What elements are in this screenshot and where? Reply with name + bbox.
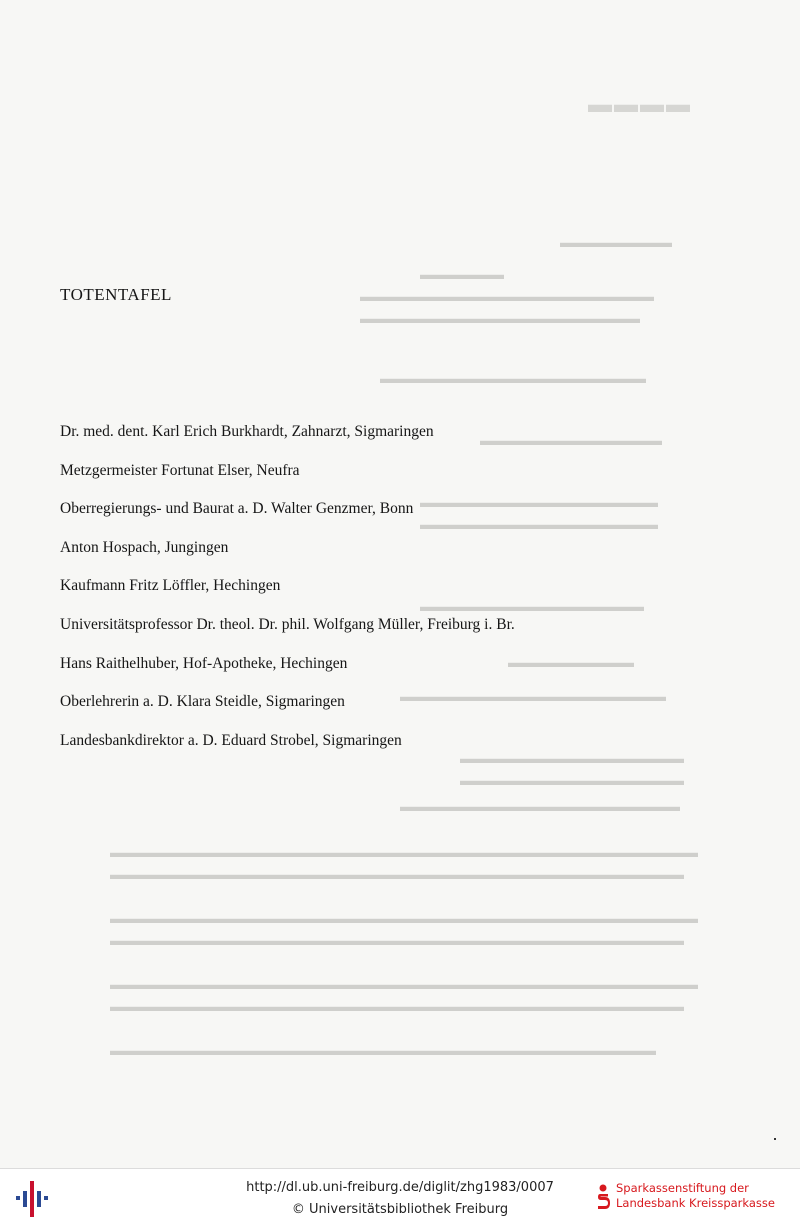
list-item: Anton Hospach, Jungingen <box>60 538 229 556</box>
bleed-through-line: ▬▬▬▬▬▬▬▬▬▬▬▬▬▬▬▬▬▬▬▬▬▬▬▬▬▬▬▬▬▬▬▬▬▬▬▬▬▬▬▬▬▬ <box>110 846 698 861</box>
list-item: Universitätsprofessor Dr. theol. Dr. phil. Wolfgang Müller, Freiburg i. Br. <box>60 615 515 633</box>
bleed-through-heading: ▬▬▬▬ <box>588 92 692 118</box>
list-item: Hans Raithelhuber, Hof-Apotheke, Hechingen <box>60 654 348 672</box>
bleed-through-line: ▬▬▬▬▬▬▬▬ <box>560 236 672 251</box>
bleed-through-line: ▬▬▬▬▬▬▬▬▬▬▬▬▬▬▬▬▬▬▬▬▬▬▬▬▬▬▬▬▬▬▬▬▬▬▬▬▬▬▬▬▬ <box>110 1000 684 1015</box>
bleed-through-line: ▬▬▬▬▬▬▬▬▬▬▬▬▬▬▬▬▬▬▬ <box>380 372 646 387</box>
bleed-through-line: ▬▬▬▬▬▬▬▬▬▬▬▬▬▬▬▬▬ <box>420 518 658 533</box>
bleed-through-line: ▬▬▬▬▬▬▬▬▬▬▬▬▬▬▬▬▬▬▬▬▬▬▬▬▬▬▬▬▬▬▬▬▬▬▬▬▬▬▬▬▬▬ <box>110 978 698 993</box>
bleed-through-line: ▬▬▬▬▬▬▬▬▬▬▬▬▬▬▬▬ <box>460 774 684 789</box>
permalink-url[interactable]: http://dl.ub.uni-freiburg.de/diglit/zhg1983/0007 <box>246 1180 554 1195</box>
list-item: Landesbankdirektor a. D. Eduard Strobel, Sigmaringen <box>60 731 402 749</box>
list-item: Oberregierungs- und Baurat a. D. Walter Genzmer, Bonn <box>60 500 414 518</box>
bleed-through-line: ▬▬▬▬▬▬▬▬▬▬▬▬▬▬▬▬ <box>460 752 684 767</box>
sparkasse-s-icon <box>596 1183 610 1215</box>
speck-mark <box>774 1138 776 1140</box>
bleed-through-line: ▬▬▬▬▬▬▬▬▬▬▬▬▬ <box>480 434 662 449</box>
death-notice-list <box>60 422 515 769</box>
list-item: Oberlehrerin a. D. Klara Steidle, Sigmaringen <box>60 693 345 711</box>
bleed-through-line: ▬▬▬▬▬▬▬▬▬▬▬▬▬▬▬▬▬▬▬▬▬▬▬▬▬▬▬▬▬▬▬▬▬▬▬▬▬▬▬▬▬▬ <box>110 912 698 927</box>
sponsor-name <box>616 1181 775 1211</box>
list-item: Kaufmann Fritz Löffler, Hechingen <box>60 577 281 595</box>
bleed-through-line: ▬▬▬▬▬▬▬▬▬▬▬▬▬▬▬▬▬▬▬▬▬▬▬▬▬▬▬▬▬▬▬▬▬▬▬▬▬▬▬▬▬ <box>110 868 684 883</box>
bleed-through-line: ▬▬▬▬▬▬▬▬▬▬▬▬▬▬▬▬ <box>420 600 644 615</box>
copyright-notice: © Universitätsbibliothek Freiburg <box>291 1202 509 1217</box>
sponsor-line-2: Landesbank Kreissparkasse <box>616 1196 775 1210</box>
bleed-through-line: ▬▬▬▬▬▬▬▬▬▬▬▬▬▬▬▬▬▬▬▬▬ <box>360 290 654 305</box>
list-item: Metzgermeister Fortunat Elser, Neufra <box>60 461 300 479</box>
bleed-through-line: ▬▬▬▬▬▬▬▬▬▬▬▬▬▬▬▬▬▬▬▬ <box>360 312 640 327</box>
viewer-footer <box>0 1168 800 1227</box>
sponsor-line-1: Sparkassenstiftung der <box>616 1181 749 1195</box>
bleed-through-line: ▬▬▬▬▬▬ <box>420 268 504 283</box>
bleed-through-line: ▬▬▬▬▬▬▬▬▬▬▬▬▬▬▬▬▬▬▬▬▬▬▬▬▬▬▬▬▬▬▬▬▬▬▬▬▬▬▬ <box>110 1044 656 1059</box>
bleed-through-line: ▬▬▬▬▬▬▬▬▬▬▬▬▬▬▬▬▬▬▬▬ <box>400 800 680 815</box>
bleed-through-line: ▬▬▬▬▬▬▬▬▬▬▬▬▬▬▬▬▬ <box>420 496 658 511</box>
list-item: Dr. med. dent. Karl Erich Burkhardt, Zahnarzt, Sigmaringen <box>60 423 434 440</box>
sponsor-logo[interactable] <box>596 1181 796 1221</box>
page-title: TOTENTAFEL <box>60 285 172 304</box>
bleed-through-line: ▬▬▬▬▬▬▬▬▬▬▬▬▬▬▬▬▬▬▬ <box>400 690 666 705</box>
bleed-through-line: ▬▬▬▬▬▬▬▬▬ <box>508 656 634 671</box>
bleed-through-line: ▬▬▬▬▬▬▬▬▬▬▬▬▬▬▬▬▬▬▬▬▬▬▬▬▬▬▬▬▬▬▬▬▬▬▬▬▬▬▬▬▬ <box>110 934 684 949</box>
